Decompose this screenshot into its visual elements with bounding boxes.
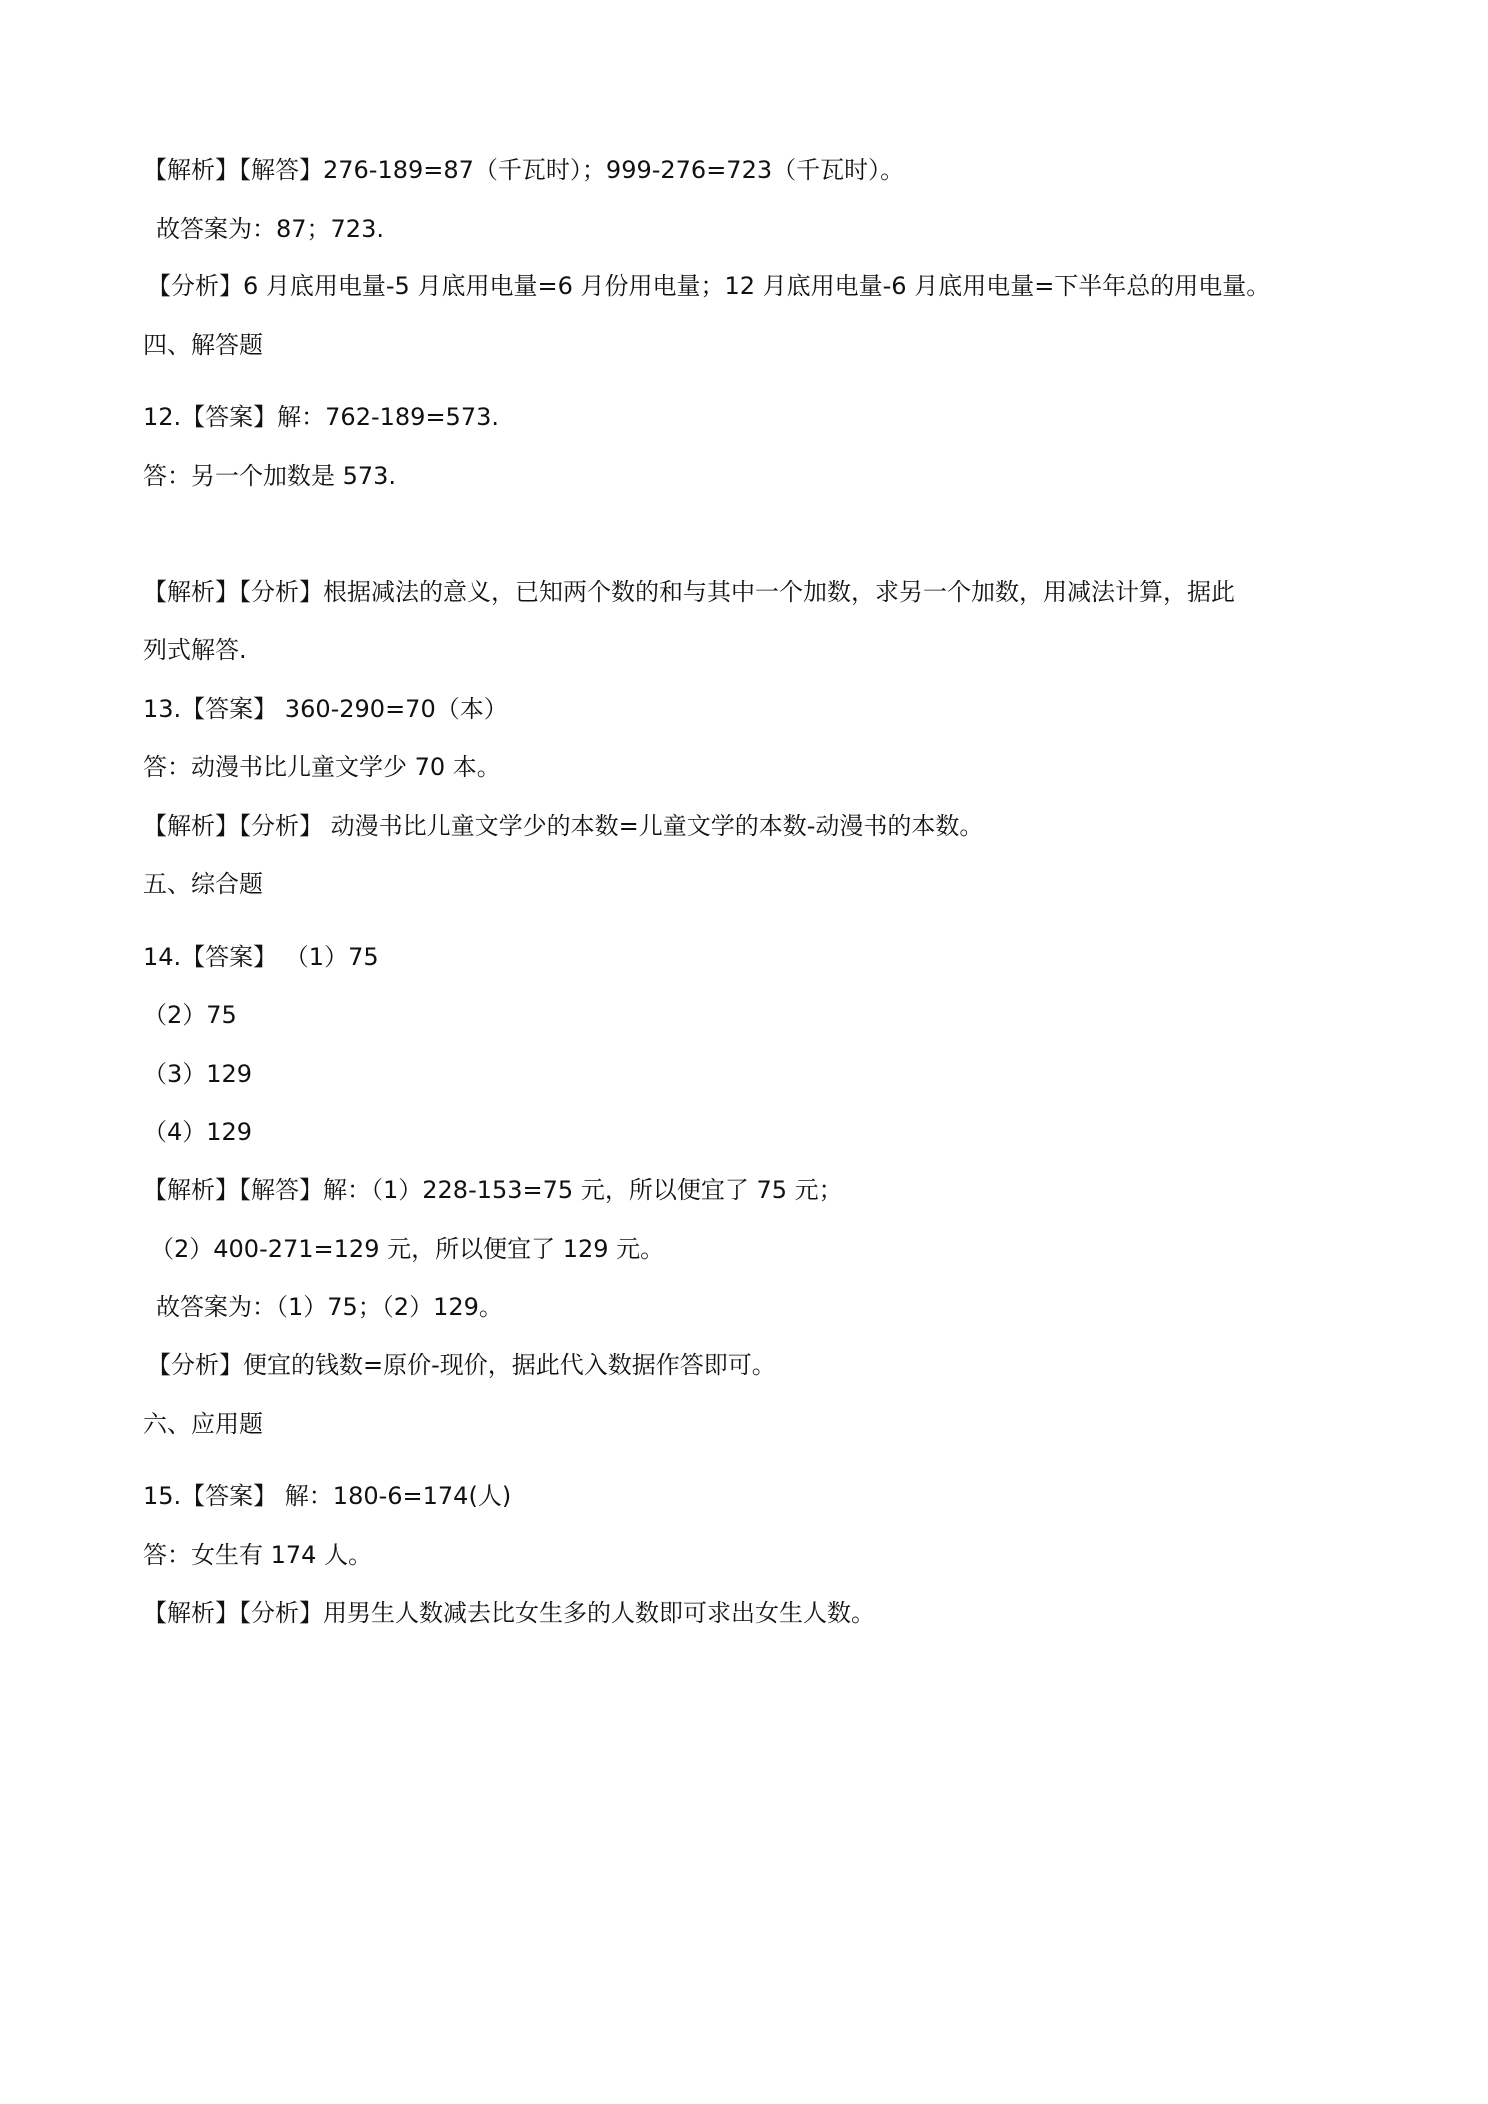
- text-line: 故答案为：（1）75；（2）129。: [156, 1293, 503, 1321]
- text-line: 列式解答.: [143, 636, 247, 664]
- text-line: 【解析】【分析】 动漫书比儿童文学少的本数=儿童文学的本数-动漫书的本数。: [143, 812, 984, 840]
- text-line: 【解析】【解答】276-189=87（千瓦时）；999-276=723（千瓦时）。: [143, 156, 905, 184]
- text-line: 答：动漫书比儿童文学少 70 本。: [143, 753, 501, 781]
- text-line: 14.【答案】 （1）75: [143, 943, 379, 971]
- text-line: 15.【答案】 解：180-6=174(人): [143, 1482, 512, 1510]
- text-line: 【分析】便宜的钱数=原价-现价，据此代入数据作答即可。: [147, 1351, 776, 1379]
- text-line: （3）129: [143, 1060, 253, 1088]
- text-line: 13.【答案】 360-290=70（本）: [143, 695, 508, 723]
- text-line: （2）400-271=129 元，所以便宜了 129 元。: [150, 1235, 665, 1263]
- section-heading: 五、综合题: [143, 870, 263, 898]
- text-line: （2）75: [143, 1001, 237, 1029]
- text-line: 【解析】【解答】解：（1）228-153=75 元，所以便宜了 75 元；: [143, 1176, 843, 1204]
- text-line: 12.【答案】解：762-189=573.: [143, 403, 499, 431]
- text-line: 故答案为：87；723.: [156, 215, 384, 243]
- text-line: 答：另一个加数是 573.: [143, 462, 397, 490]
- text-line: 【解析】【分析】用男生人数减去比女生多的人数即可求出女生人数。: [143, 1599, 875, 1627]
- text-line: 答：女生有 174 人。: [143, 1541, 373, 1569]
- text-line: 【分析】6 月底用电量-5 月底用电量=6 月份用电量；12 月底用电量-6 月底用电量=下半年总的用电量。: [147, 272, 1271, 300]
- section-heading: 四、解答题: [143, 331, 263, 359]
- section-heading: 六、应用题: [143, 1410, 263, 1438]
- text-line: （4）129: [143, 1118, 253, 1146]
- text-line: 【解析】【分析】根据减法的意义，已知两个数的和与其中一个加数，求另一个加数，用减法计算，据此: [143, 578, 1235, 606]
